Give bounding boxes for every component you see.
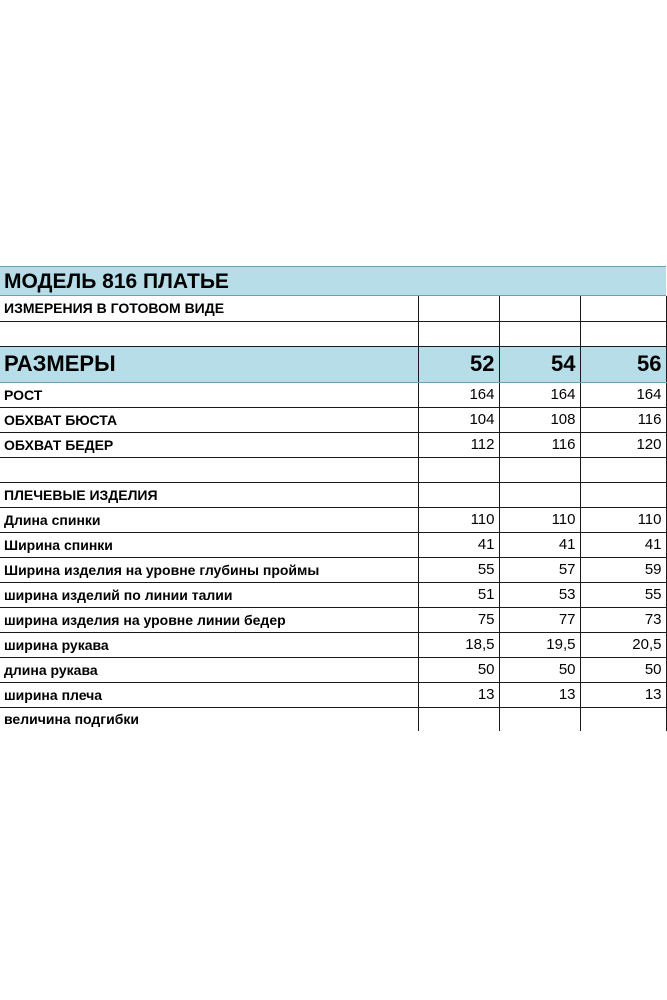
table-row [0,507,666,532]
row-value: 75 [418,607,499,632]
row-value: 53 [499,582,580,607]
table-row [0,407,666,432]
row-value: 19,5 [499,632,580,657]
measurements-table [0,296,667,731]
row-label: ширина изделий по линии талии [0,582,418,607]
row-value: 50 [418,657,499,682]
row-label: ОБХВАТ БЕДЕР [0,432,418,457]
table-row [0,632,666,657]
row-value: 50 [580,657,666,682]
row-value: 13 [418,682,499,707]
row-value: 50 [499,657,580,682]
table-row [0,432,666,457]
row-value: 112 [418,432,499,457]
table-row [0,382,666,407]
row-label: РОСТ [0,382,418,407]
row-value: 164 [418,382,499,407]
section-label: ПЛЕЧЕВЫЕ ИЗДЕЛИЯ [0,482,418,507]
row-value: 59 [580,557,666,582]
row-value [499,707,580,731]
row-value: 20,5 [580,632,666,657]
row-value: 104 [418,407,499,432]
table-row [0,607,666,632]
row-label: ширина плеча [0,682,418,707]
row-value: 18,5 [418,632,499,657]
row-label: ширина изделия на уровне линии бедер [0,607,418,632]
sizes-label: РАЗМЕРЫ [0,346,418,382]
row-label: величина подгибки [4,711,139,728]
row-label: Ширина изделия на уровне глубины проймы [0,557,418,582]
row-value: 41 [418,532,499,557]
subtitle: ИЗМЕРЕНИЯ В ГОТОВОМ ВИДЕ [0,296,418,321]
row-value: 55 [418,557,499,582]
row-value: 110 [580,507,666,532]
model-title: МОДЕЛЬ 816 ПЛАТЬЕ [0,266,666,296]
table-row [0,682,666,707]
row-value: 116 [499,432,580,457]
row-label: длина рукава [0,657,418,682]
row-value [580,707,666,731]
row-label: ширина рукава [0,632,418,657]
table-row [0,582,666,607]
row-value [418,707,499,731]
size-header: 56 [580,346,666,382]
size-chart-sheet [0,266,666,731]
table-row [0,707,666,731]
size-header: 54 [499,346,580,382]
row-value: 164 [580,382,666,407]
empty-row [0,457,666,482]
empty-row [0,321,666,346]
row-value: 164 [499,382,580,407]
sizes-header-row [0,346,666,382]
row-label: ОБХВАТ БЮСТА [0,407,418,432]
row-value: 55 [580,582,666,607]
row-value: 77 [499,607,580,632]
row-label: Ширина спинки [0,532,418,557]
table-row [0,532,666,557]
section-row [0,482,666,507]
subtitle-row [0,296,666,321]
row-label: Длина спинки [0,507,418,532]
row-value: 73 [580,607,666,632]
row-value: 51 [418,582,499,607]
table-row [0,557,666,582]
table-row [0,657,666,682]
row-value: 110 [499,507,580,532]
row-value: 120 [580,432,666,457]
row-value: 13 [499,682,580,707]
row-value: 116 [580,407,666,432]
row-value: 110 [418,507,499,532]
row-value: 57 [499,557,580,582]
row-value: 13 [580,682,666,707]
row-value: 108 [499,407,580,432]
row-value: 41 [580,532,666,557]
row-value: 41 [499,532,580,557]
size-header: 52 [418,346,499,382]
